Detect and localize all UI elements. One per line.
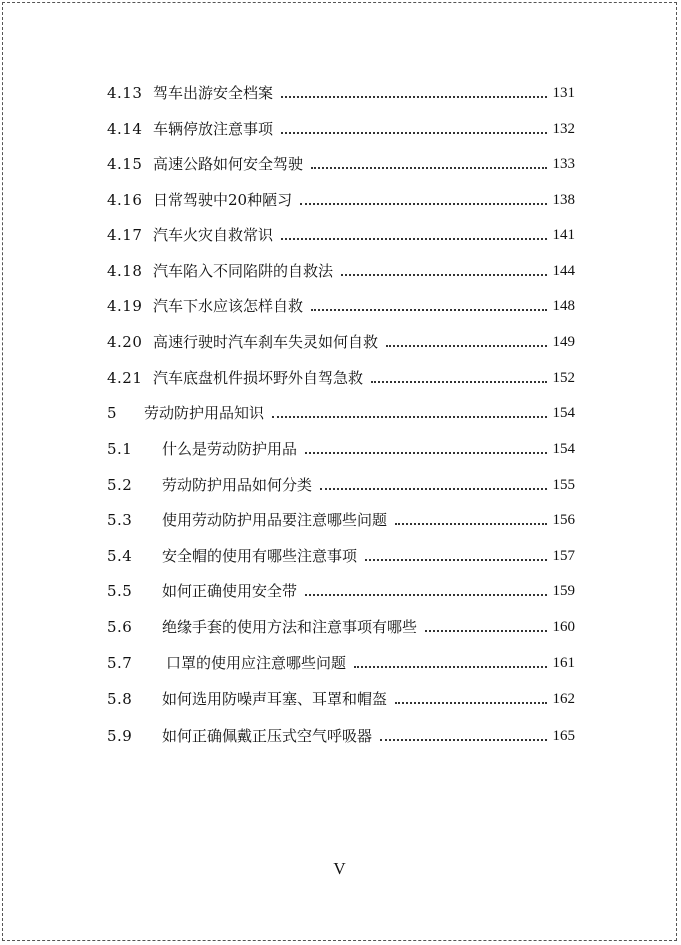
toc-dot-leader [311, 309, 546, 311]
toc-entry-number: 4.17 [107, 226, 143, 244]
toc-entry-number: 5 [107, 404, 118, 422]
toc-entry-title: 使用劳动防护用品要注意哪些问题 [162, 511, 388, 529]
toc-entry-page: 165 [552, 728, 575, 744]
toc-entry-number: 5.2 [107, 476, 133, 494]
toc-dot-leader [395, 702, 546, 704]
toc-entry-number: 4.13 [107, 84, 143, 102]
toc-entry-page: 162 [552, 691, 575, 707]
toc-entry[interactable] [107, 153, 575, 175]
toc-entry-number: 5.6 [107, 618, 133, 636]
toc-dot-leader [386, 345, 546, 347]
toc-entry-number: 5.9 [107, 727, 133, 745]
toc-entry[interactable] [107, 295, 575, 317]
toc-entry[interactable] [107, 118, 575, 140]
toc-entry[interactable] [107, 652, 575, 674]
toc-entry-number: 4.16 [107, 191, 143, 209]
toc-entry-number: 5.7 [107, 654, 133, 672]
toc-entry-page: 132 [552, 121, 575, 137]
toc-dot-leader [281, 96, 546, 98]
toc-entry[interactable] [107, 616, 575, 638]
toc-entry[interactable] [107, 509, 575, 531]
toc-entry-title: 什么是劳动防护用品 [162, 440, 298, 458]
document-page [2, 2, 677, 941]
toc-entry-page: 138 [552, 192, 575, 208]
toc-dot-leader [380, 739, 546, 741]
toc-entry-number: 5.8 [107, 690, 133, 708]
toc-entry-page: 154 [552, 441, 575, 457]
toc-entry-page: 155 [552, 477, 575, 493]
toc-dot-leader [371, 381, 546, 383]
toc-entry[interactable] [107, 260, 575, 282]
toc-entry-title: 如何正确使用安全带 [162, 582, 298, 600]
toc-entry-title: 劳动防护用品如何分类 [162, 476, 313, 494]
toc-entry-number: 5.1 [107, 440, 133, 458]
toc-entry[interactable] [107, 474, 575, 496]
toc-dot-leader [281, 238, 546, 240]
toc-entry-page: 131 [552, 85, 575, 101]
toc-entry-title: 高速公路如何安全驾驶 [153, 155, 304, 173]
toc-entry-number: 4.18 [107, 262, 143, 280]
toc-entry-title: 口罩的使用应注意哪些问题 [166, 654, 347, 672]
toc-entry[interactable] [107, 82, 575, 104]
toc-dot-leader [425, 630, 546, 632]
toc-dot-leader [365, 559, 546, 561]
toc-entry-title: 汽车底盘机件损坏野外自驾急救 [153, 369, 364, 387]
toc-entry[interactable] [107, 402, 575, 424]
toc-entry-page: 152 [552, 370, 575, 386]
toc-entry-page: 141 [552, 227, 575, 243]
toc-entry[interactable] [107, 688, 575, 710]
toc-entry-page: 160 [552, 619, 575, 635]
toc-entry-title: 安全帽的使用有哪些注意事项 [162, 547, 358, 565]
toc-entry[interactable] [107, 331, 575, 353]
toc-entry[interactable] [107, 580, 575, 602]
toc-entry-title: 日常驾驶中20种陋习 [153, 191, 293, 209]
toc-entry[interactable] [107, 545, 575, 567]
toc-entry-title: 绝缘手套的使用方法和注意事项有哪些 [162, 618, 418, 636]
toc-entry-title: 汽车陷入不同陷阱的自救法 [153, 262, 334, 280]
toc-entry-number: 4.15 [107, 155, 143, 173]
toc-dot-leader [281, 132, 546, 134]
toc-entry[interactable] [107, 725, 575, 747]
toc-entry-title: 如何正确佩戴正压式空气呼吸器 [162, 727, 373, 745]
toc-entry-number: 5.5 [107, 582, 133, 600]
toc-entry-title: 如何选用防噪声耳塞、耳罩和帽盔 [162, 690, 388, 708]
toc-entry-title: 高速行驶时汽车刹车失灵如何自救 [153, 333, 379, 351]
toc-entry[interactable] [107, 367, 575, 389]
toc-entry-number: 5.3 [107, 511, 133, 529]
toc-entry-title: 劳动防护用品知识 [144, 404, 265, 422]
toc-entry-title: 汽车火灾自救常识 [153, 226, 274, 244]
toc-entry-number: 5.4 [107, 547, 133, 565]
toc-dot-leader [305, 452, 546, 454]
toc-entry-page: 161 [552, 655, 575, 671]
toc-entry-page: 133 [552, 156, 575, 172]
toc-dot-leader [300, 203, 546, 205]
toc-entry[interactable] [107, 438, 575, 460]
page-number: V [333, 859, 346, 878]
toc-entry[interactable] [107, 224, 575, 246]
toc-entry-number: 4.19 [107, 297, 143, 315]
toc-entry-page: 149 [552, 334, 575, 350]
toc-dot-leader [354, 666, 546, 668]
toc-dot-leader [272, 416, 546, 418]
toc-entry-page: 157 [552, 548, 575, 564]
toc-entry-title: 驾车出游安全档案 [153, 84, 274, 102]
toc-entry-number: 4.14 [107, 120, 143, 138]
toc-entry-page: 148 [552, 298, 575, 314]
toc-entry[interactable] [107, 189, 575, 211]
toc-entry-page: 144 [552, 263, 575, 279]
toc-dot-leader [311, 167, 546, 169]
toc-entry-page: 154 [552, 405, 575, 421]
toc-dot-leader [395, 523, 546, 525]
toc-dot-leader [305, 594, 546, 596]
toc-entry-page: 159 [552, 583, 575, 599]
toc-entry-title: 车辆停放注意事项 [153, 120, 274, 138]
toc-entry-number: 4.20 [107, 333, 143, 351]
toc-entry-page: 156 [552, 512, 575, 528]
toc-dot-leader [320, 488, 546, 490]
toc-dot-leader [341, 274, 546, 276]
toc-entry-title: 汽车下水应该怎样自救 [153, 297, 304, 315]
toc-entry-number: 4.21 [107, 369, 143, 387]
